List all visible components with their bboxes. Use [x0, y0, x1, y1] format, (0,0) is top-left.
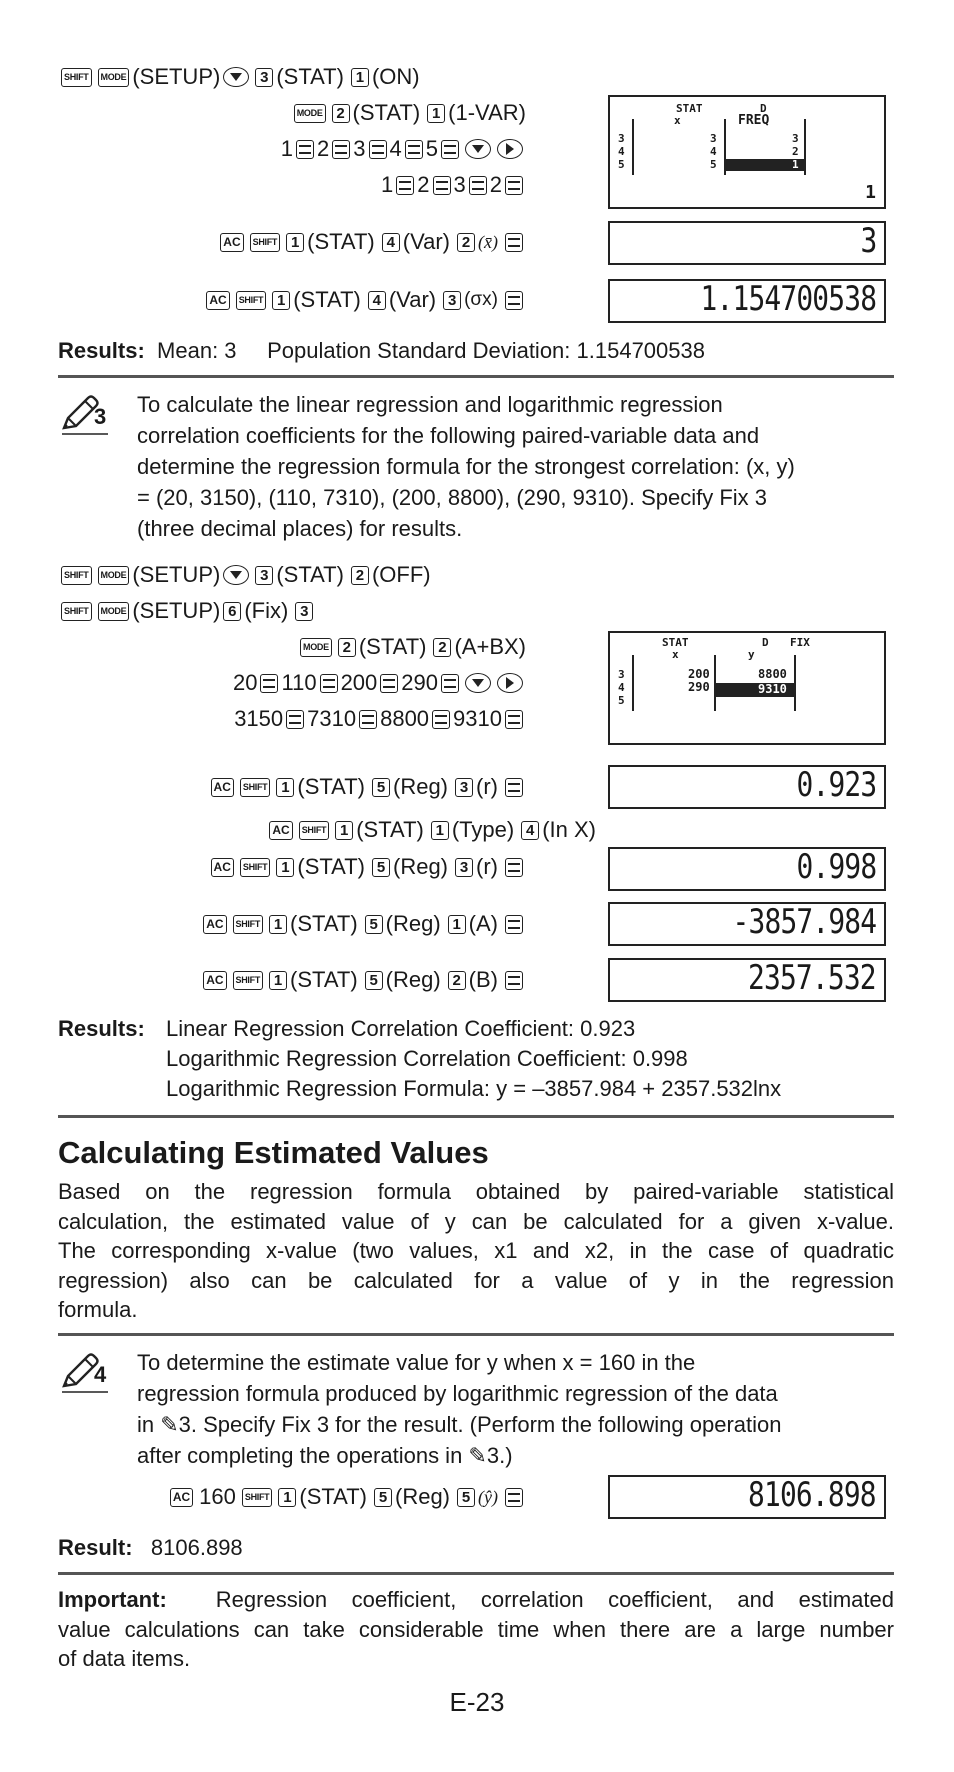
result-label: Result:: [58, 1535, 133, 1560]
off-label: (OFF): [371, 562, 431, 587]
key-1: 1: [351, 68, 369, 87]
key-3: 3: [455, 858, 473, 877]
right-arrow-key: [497, 139, 523, 159]
shift-key: SHIFT: [240, 858, 271, 877]
table-divider: [794, 655, 796, 711]
desc-line: = (20, 3150), (110, 7310), (200, 8800), (290, 9310). Specify Fix 3: [137, 485, 768, 510]
down-arrow-icon: [229, 72, 243, 82]
desc-line: regression formula produced by logarithmic regression of the data: [137, 1381, 778, 1406]
value: 9310: [453, 706, 502, 731]
key-4: 4: [368, 291, 386, 310]
ex2-sigma-keys: [203, 286, 526, 314]
var-label: (Var): [402, 229, 451, 254]
desc-line: in ✎3. Specify Fix 3 for the result. (Perform the following operation: [137, 1412, 782, 1437]
stat-label: (STAT): [290, 911, 358, 936]
equals-key: [505, 1488, 523, 1507]
equals-key: [380, 674, 398, 693]
reg-label: (Reg): [393, 774, 449, 799]
var-label: (Var): [388, 287, 437, 312]
mode-key: MODE: [98, 68, 130, 87]
x-value: 3: [710, 132, 717, 145]
key-5: 5: [372, 858, 390, 877]
important-label: Important:: [58, 1587, 167, 1612]
row-number: 3: [618, 132, 625, 145]
equals-key: [433, 176, 451, 195]
col-header-freq: FREQ: [738, 113, 770, 128]
results-label: Results:: [58, 1016, 145, 1041]
key-1: 1: [448, 915, 466, 934]
result-value: 8106.898: [150, 1535, 243, 1560]
equals-key: [441, 140, 459, 159]
stat-label: (STAT): [352, 100, 421, 125]
equals-key: [505, 858, 523, 877]
row-number: 4: [618, 145, 625, 158]
key-4: 4: [382, 233, 400, 252]
setup-label: (SETUP): [132, 598, 221, 623]
ex3-type-keys: [266, 816, 596, 844]
x-value: 5: [710, 158, 717, 171]
calculator-display-a: [608, 902, 886, 946]
ex3-mode-line: [297, 633, 526, 661]
shift-key: SHIFT: [233, 915, 264, 934]
b-label: (B): [468, 967, 498, 992]
calculator-display-mean: [608, 221, 886, 265]
equals-key: [505, 233, 523, 252]
y-value: 9310: [758, 682, 787, 696]
key-2: 2: [338, 638, 356, 657]
ex3-b-keys: [200, 966, 526, 994]
key-1: 1: [269, 971, 287, 990]
ex4-result: [58, 1533, 243, 1563]
row-number: 5: [618, 694, 625, 707]
key-1: 1: [427, 104, 445, 123]
x-value: 200: [688, 667, 710, 681]
ex3-setup-off-line: [58, 561, 431, 589]
reg-label: (Reg): [395, 1484, 451, 1509]
value: 5: [425, 136, 438, 161]
important-text: Regression coefficient, correlation coefficient, and estimated: [215, 1587, 894, 1612]
page-number: E-23: [449, 1687, 505, 1717]
equals-key: [505, 915, 523, 934]
divider: [58, 1572, 894, 1575]
body-line: calculation, the estimated value of y can be calculated for a given x-value.: [58, 1208, 894, 1234]
key-1: 1: [276, 858, 294, 877]
setup-label: (SETUP): [132, 64, 221, 89]
equals-key: [441, 674, 459, 693]
down-arrow-key: [223, 67, 249, 87]
down-arrow-icon: [229, 570, 243, 580]
row-number: 4: [618, 681, 625, 694]
xbar-label: (x̄): [478, 232, 498, 252]
col-header-x: x: [674, 114, 681, 127]
equals-key: [396, 176, 414, 195]
table-divider: [632, 655, 634, 711]
key-3: 3: [295, 602, 313, 621]
ex2-data-x-line: [281, 135, 526, 163]
desc-line: (three decimal places) for results.: [137, 516, 463, 541]
display-value: -3857.984: [732, 902, 876, 942]
table-divider: [804, 119, 806, 175]
equals-key: [505, 710, 523, 729]
equals-key: [320, 674, 338, 693]
ex3-a-keys: [200, 910, 526, 938]
reg-label: (Reg): [385, 911, 441, 936]
d-indicator: D: [762, 636, 769, 649]
lnx-label: (In X): [542, 817, 596, 842]
key-2: 2: [351, 566, 369, 585]
value: 3150: [234, 706, 284, 731]
calculator-display-b: [608, 958, 886, 1002]
equals-key: [505, 176, 523, 195]
results-line: Logarithmic Regression Correlation Coefficient: 0.998: [166, 1046, 688, 1071]
right-arrow-icon: [505, 142, 515, 156]
key-5: 5: [365, 915, 383, 934]
col-header-y: y: [748, 648, 755, 661]
equals-key: [359, 710, 377, 729]
freq-value: 1: [792, 158, 799, 171]
ex3-x-data-line: [233, 669, 526, 697]
important-line: value calculations can take considerable time when there are a large number: [58, 1616, 894, 1642]
onevar-label: (1-VAR): [448, 100, 526, 125]
key-1: 1: [276, 778, 294, 797]
value: 8800: [380, 706, 430, 731]
calculator-display-r2: [608, 847, 886, 891]
desc-line: after completing the operations in ✎3.): [137, 1443, 513, 1468]
shift-key: SHIFT: [250, 233, 281, 252]
key-2: 2: [433, 638, 451, 657]
down-arrow-icon: [471, 144, 485, 154]
down-arrow-key: [465, 139, 491, 159]
ex3-setup-fix-line: [58, 597, 316, 625]
equals-key: [432, 710, 450, 729]
display-value: 0.998: [796, 847, 876, 887]
mode-key: MODE: [98, 566, 130, 585]
shift-key: SHIFT: [240, 778, 271, 797]
equals-key: [405, 140, 423, 159]
results-line: Linear Regression Correlation Coefficient: 0.923: [166, 1016, 636, 1041]
row-number: 5: [618, 158, 625, 171]
body-line: regression) also can be calculated for a value of y in the regression: [58, 1267, 894, 1293]
equals-key: [469, 176, 487, 195]
calculator-screen-xy-table: [608, 631, 886, 745]
stat-label: (STAT): [297, 854, 365, 879]
setup-label: (SETUP): [132, 562, 221, 587]
shift-key: SHIFT: [61, 68, 92, 87]
reg-label: (Reg): [393, 854, 449, 879]
ac-key: AC: [269, 821, 292, 840]
stat-label: (STAT): [276, 562, 344, 587]
stat-indicator: STAT: [676, 102, 703, 115]
sigma-x-label: (σx): [464, 289, 498, 310]
equals-key: [286, 710, 304, 729]
stat-label: (STAT): [290, 967, 358, 992]
key-1: 1: [272, 291, 290, 310]
key-3: 3: [255, 68, 273, 87]
fix-label: (Fix): [244, 598, 289, 623]
equals-key: [369, 140, 387, 159]
freq-value: 3: [792, 132, 799, 145]
display-value: 0.923: [796, 765, 876, 805]
value: 200: [340, 670, 378, 695]
key-3: 3: [255, 566, 273, 585]
ex3-results: [58, 1014, 782, 1101]
value: 160: [199, 1484, 236, 1509]
desc-line: determine the regression formula for the strongest correlation: (x, y): [137, 454, 795, 479]
value: 1: [381, 172, 394, 197]
down-arrow-icon: [471, 678, 485, 688]
important-note: [58, 1585, 894, 1674]
ac-key: AC: [211, 858, 234, 877]
calculator-screen-freq-table: [608, 95, 886, 209]
ex4-keys: [167, 1483, 526, 1511]
body-line: Based on the regression formula obtained by paired-variable statistical: [58, 1179, 894, 1204]
shift-key: SHIFT: [236, 291, 267, 310]
ex3-r2-keys: [208, 853, 526, 881]
down-arrow-key: [465, 673, 491, 693]
shift-key: SHIFT: [242, 1488, 273, 1507]
key-1: 1: [269, 915, 287, 934]
key-2: 2: [332, 104, 350, 123]
value: 290: [401, 670, 438, 695]
equals-key: [332, 140, 350, 159]
results-lines: [166, 1014, 781, 1104]
key-1: 1: [431, 821, 449, 840]
example-number: 3: [94, 404, 107, 429]
key-5: 5: [372, 778, 390, 797]
display-value: 8106.898: [748, 1475, 876, 1515]
right-arrow-icon: [505, 676, 515, 690]
row-number: 3: [618, 668, 625, 681]
equals-key: [505, 291, 523, 310]
key-1: 1: [286, 233, 304, 252]
example-number: 4: [94, 1362, 107, 1387]
key-2: 2: [457, 233, 475, 252]
y-value: 8800: [758, 667, 787, 681]
ex2-results: [58, 336, 705, 366]
value: 3: [353, 136, 366, 161]
section-heading: Calculating Estimated Values: [58, 1135, 489, 1170]
shift-key: SHIFT: [61, 602, 92, 621]
reg-label: (Reg): [385, 967, 441, 992]
key-1: 1: [335, 821, 353, 840]
key-3: 3: [443, 291, 461, 310]
ex3-y-data-line: [234, 705, 526, 733]
d-indicator: D: [760, 102, 767, 115]
freq-value: 2: [792, 145, 799, 158]
ex2-data-freq-line: [381, 171, 526, 199]
down-arrow-key: [223, 565, 249, 585]
key-5: 5: [365, 971, 383, 990]
body-line: The corresponding x-value (two values, x1 and x2, in the case of quadratic: [58, 1238, 894, 1263]
value: 1: [280, 136, 293, 161]
x-value: 290: [688, 680, 710, 694]
value: 2: [317, 136, 330, 161]
display-value: 1.154700538: [700, 279, 876, 319]
value: 4: [389, 136, 402, 161]
body-line: formula.: [58, 1297, 138, 1322]
equals-key: [260, 674, 278, 693]
desc-line: correlation coefficients for the following paired-variable data and: [137, 423, 760, 448]
ac-key: AC: [170, 1488, 193, 1507]
display-value: 3: [860, 221, 876, 261]
section-body: [58, 1177, 894, 1325]
value: 2: [417, 172, 430, 197]
calculator-display-r: [608, 765, 886, 809]
key-1: 1: [278, 1488, 296, 1507]
pencil-icon: [58, 1350, 116, 1394]
key-5: 5: [457, 1488, 475, 1507]
display-value: 2357.532: [748, 958, 876, 998]
shift-key: SHIFT: [299, 821, 330, 840]
divider: [58, 1333, 894, 1336]
divider: [58, 1115, 894, 1118]
stat-label: (STAT): [293, 287, 361, 312]
equals-key: [505, 778, 523, 797]
ex2-mean-keys: [217, 228, 526, 256]
abx-label: (A+BX): [454, 634, 526, 659]
on-label: (ON): [371, 64, 420, 89]
stat-label: (STAT): [307, 229, 375, 254]
desc-line: To calculate the linear regression and logarithmic regression: [137, 392, 723, 417]
value: 2: [489, 172, 502, 197]
col-header-x: x: [672, 648, 679, 661]
key-6: 6: [223, 602, 241, 621]
value: 7310: [307, 706, 357, 731]
stat-label: (STAT): [356, 817, 424, 842]
divider: [58, 375, 894, 378]
stat-label: (STAT): [358, 634, 427, 659]
ac-key: AC: [211, 778, 234, 797]
key-2: 2: [448, 971, 466, 990]
table-divider: [632, 119, 634, 175]
shift-key: SHIFT: [61, 566, 92, 585]
equals-key: [505, 971, 523, 990]
ac-key: AC: [203, 971, 226, 990]
important-line: [58, 1585, 894, 1615]
ex2-setup-line: [58, 63, 420, 91]
yhat-label: (ŷ): [478, 1487, 498, 1507]
mode-key: MODE: [98, 602, 130, 621]
ac-key: AC: [220, 233, 243, 252]
pencil-icon: [58, 392, 116, 436]
ex4-description: [137, 1347, 897, 1471]
value: 20: [233, 670, 258, 695]
a-label: (A): [468, 911, 498, 936]
key-4: 4: [521, 821, 539, 840]
equals-key: [296, 140, 314, 159]
ac-key: AC: [206, 291, 229, 310]
ac-key: AC: [203, 915, 226, 934]
value: 110: [281, 670, 317, 695]
type-label: (Type): [451, 817, 515, 842]
important-line: of data items.: [58, 1646, 191, 1671]
stat-label: (STAT): [299, 1484, 367, 1509]
calculator-display-sigma: [608, 279, 886, 323]
shift-key: SHIFT: [233, 971, 264, 990]
ex2-mode-line: [291, 99, 526, 127]
results-text: Mean: 3 Population Standard Deviation: 1.154700538: [157, 338, 705, 363]
right-arrow-key: [497, 673, 523, 693]
mode-key: MODE: [300, 638, 332, 657]
results-line: Logarithmic Regression Formula: y = –3857.984 + 2357.532lnx: [166, 1076, 782, 1101]
r-label: (r): [476, 854, 498, 879]
stat-indicator: STAT: [662, 636, 689, 649]
key-3: 3: [455, 778, 473, 797]
stat-label: (STAT): [297, 774, 365, 799]
value: 3: [453, 172, 466, 197]
calculator-display-estimate: [608, 1475, 886, 1519]
desc-line: To determine the estimate value for y when x = 160 in the: [137, 1350, 696, 1375]
x-value: 4: [710, 145, 717, 158]
r-label: (r): [476, 774, 498, 799]
input-line: 1: [865, 182, 876, 203]
ex3-description: [137, 389, 897, 544]
fix-indicator: FIX: [790, 636, 810, 649]
ex3-r-keys: [208, 773, 526, 801]
stat-label: (STAT): [276, 64, 344, 89]
mode-key: MODE: [294, 104, 326, 123]
results-label: Results:: [58, 338, 145, 363]
key-5: 5: [374, 1488, 392, 1507]
